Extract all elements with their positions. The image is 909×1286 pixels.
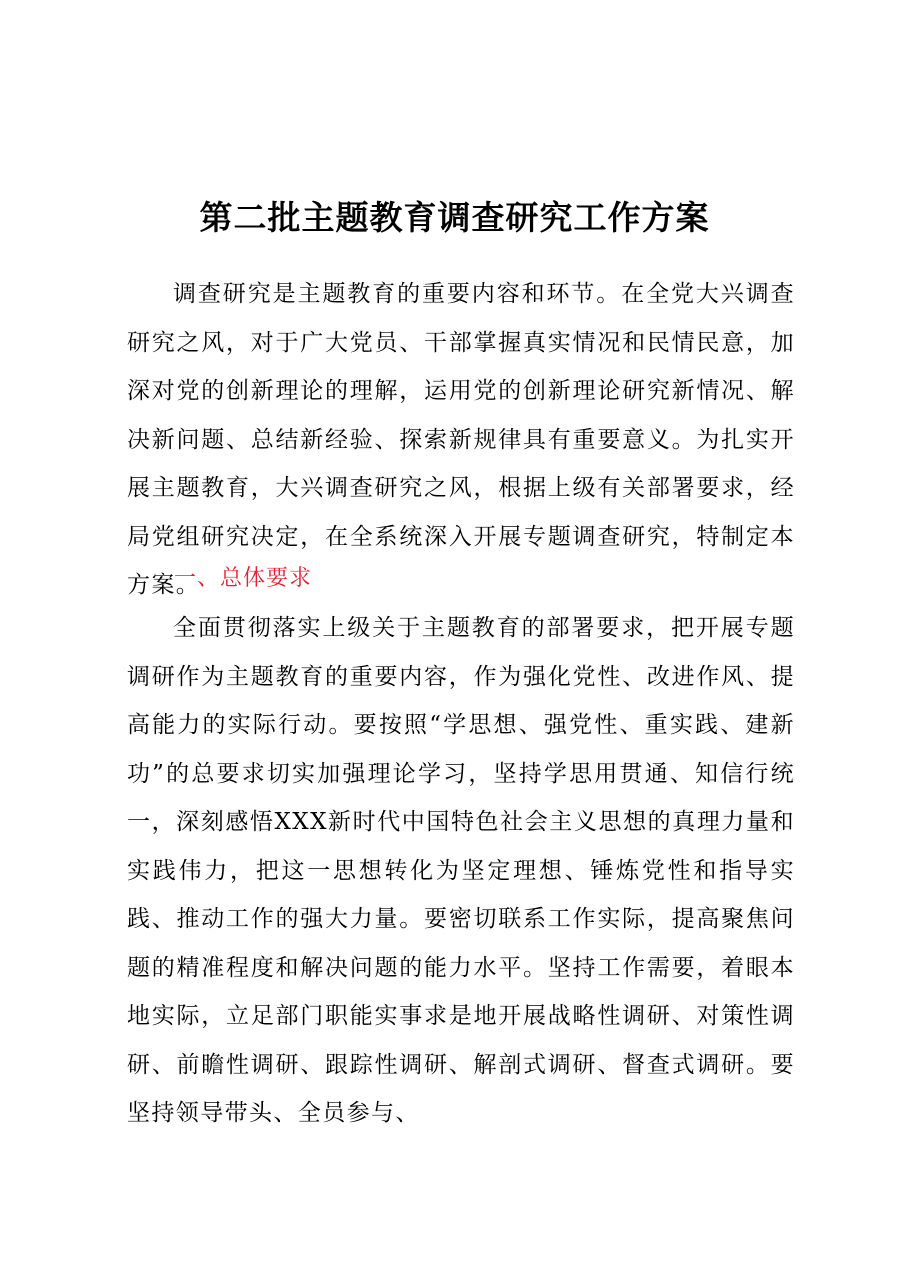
- intro-paragraph: 调查研究是主题教育的重要内容和环节。在全党大兴调查研究之风，对于广大党员、干部掌握真实情况和民情民意，加深对党的创新理论的理解，运用党的创新理论研究新情况、解决新问题、总结新经验、探索新规律具有重要意义。为扎实开展主题教育，大兴调查研究之风，根据上级有关部署要求，经局党组研究决定，在全系统深入开展专题调查研究，特制定本方案。: [127, 281, 795, 598]
- document-title: 第二批主题教育调查研究工作方案: [199, 198, 710, 237]
- section-heading-general-requirements: 一、总体要求: [174, 566, 313, 591]
- section-paragraph: 全面贯彻落实上级关于主题教育的部署要求，把开展专题调研作为主题教育的重要内容，作为强化党性、改进作风、提高能力的实际行动。要按照“学思想、强党性、重实践、建新功”的总要求切实加强理论学习，坚持学思用贯通、知信行统一，深刻感悟XXX新时代中国特色社会主义思想的真理力量和实践伟力，把这一思想转化为坚定理想、锤炼党性和指导实践、推动工作的强大力量。要密切联系工作实际，提高聚焦问题的精准程度和解决问题的能力水平。坚持工作需要，着眼本地实际，立足部门职能实事求是地开展战略性调研、对策性调研、前瞻性调研、跟踪性调研、解剖式调研、督查式调研。要坚持领导带头、全员参与、: [127, 615, 795, 1126]
